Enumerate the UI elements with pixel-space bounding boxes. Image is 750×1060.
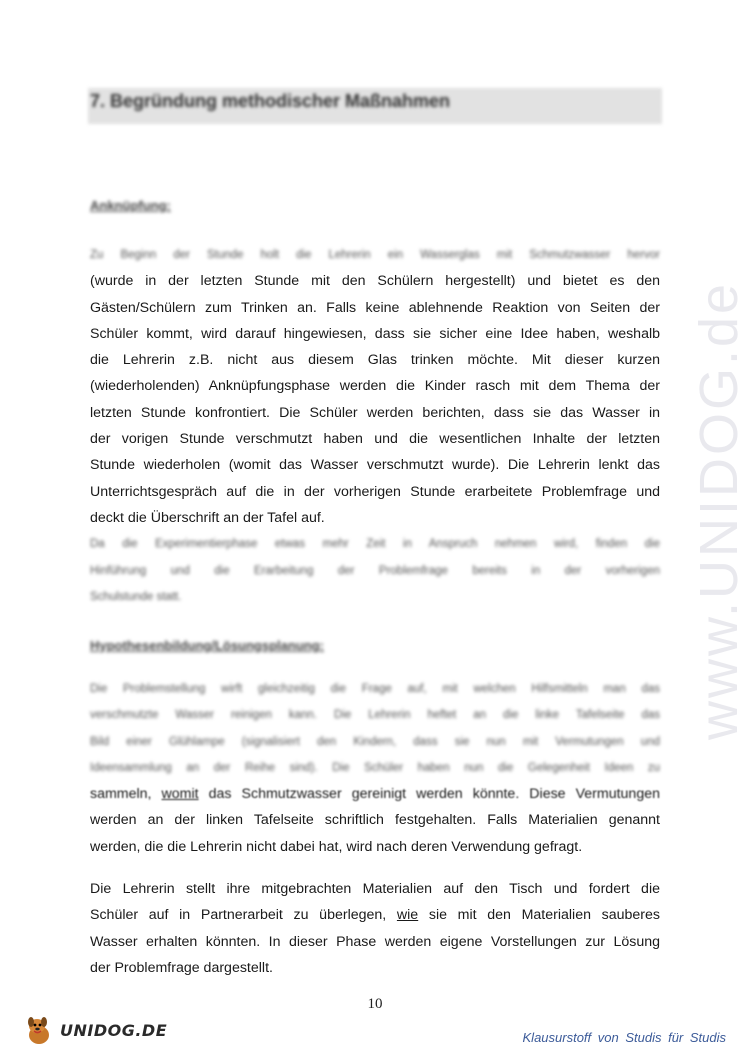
section-title-anknuepfung: Anknüpfung: (90, 198, 171, 213)
text-line: Unterrichtsgespräch auf die in der vorherigen Stunde erarbeitete Problemfrage und (90, 483, 660, 500)
blurred-line: Schulstunde statt. (90, 590, 182, 603)
paragraph-hypothesenbildung (90, 676, 660, 860)
logo-text: UNIDOG.DE (60, 1020, 168, 1040)
partial-blurred-line: sammeln, womit das Schmutzwasser gereinigt werden könnte. Diese Vermutungen (90, 786, 660, 803)
page-number: 10 (367, 996, 383, 1012)
paragraph-materialien (90, 876, 660, 981)
text-line: Wasser erhalten könnten. In dieser Phase werden eigene Vorstellungen zur Lösung (90, 933, 660, 950)
text-line: Die Lehrerin stellt ihre mitgebrachten Materialien auf den Tisch und fordert die (90, 881, 660, 897)
text-line: der Problemfrage dargestellt. (90, 959, 273, 976)
dog-icon (22, 1013, 56, 1047)
text-line: Schüler auf in Partnerarbeit zu überlegen, wie sie mit den Materialien sauberes (90, 907, 660, 924)
text-line: der vorigen Stunde verschmutzt haben und die wesentlichen Inhalte der letzten (90, 431, 660, 448)
blurred-line: Hinführung und die Erarbeitung der Problemfrage bereits in der vorherigen (90, 564, 660, 577)
text-line: Stunde wiederholen (womit das Wasser verschmutzt wurde). Die Lehrerin lenkt das (90, 457, 660, 474)
section-title-hypothesenbildung: Hypothesenbildung/Lösungsplanung: (90, 638, 324, 653)
blurred-line: Zu Beginn der Stunde holt die Lehrerin ein Wasserglas mit Schmutzwasser hervor (90, 249, 660, 261)
footer-tagline: Klausurstoff von Studis für Studis (522, 1030, 726, 1045)
blurred-line: Bild einer Glühlampe (signalisiert den Kindern, dass sie nun mit Vermutungen und (90, 735, 660, 748)
blurred-line: Da die Experimentierphase etwas mehr Zeit in Anspruch nehmen wird, finden die (90, 538, 660, 551)
text-line: (wiederholenden) Anknüpfungsphase werden die Kinder rasch mit dem Thema der (90, 378, 660, 395)
watermark: www.UNIDOG.de (689, 280, 749, 740)
blurred-line: verschmutzte Wasser reinigen kann. Die Lehrerin heftet an die linke Tafelseite das (90, 709, 660, 722)
paragraph-anknuepfung (90, 242, 660, 610)
text-line: werden, die die Lehrerin nicht dabei hat, wird nach deren Verwendung gefragt. (90, 838, 583, 855)
blurred-line: Die Problemstellung wirft gleichzeitig die Frage auf, mit welchen Hilfsmitteln man das (90, 683, 660, 695)
text-line: werden an der linken Tafelseite schriftlich festgehalten. Falls Materialien genannt (90, 812, 660, 829)
unidog-logo (22, 1012, 167, 1048)
blurred-line: Ideensammlung an der Reihe sind). Die Schüler haben nun die Gelegenheit Ideen zu (90, 761, 660, 774)
section-heading: 7. Begründung methodischer Maßnahmen (90, 91, 451, 111)
text-line: Schüler kommt, wird darauf hingewiesen, dass sie sicher eine Idee haben, weshalb (90, 325, 660, 342)
text-line: die Lehrerin z.B. nicht aus diesem Glas trinken möchte. Mit dieser kurzen (90, 352, 660, 369)
text-line: deckt die Überschrift an der Tafel auf. (90, 509, 325, 526)
text-line: (wurde in der letzten Stunde mit den Schülern hergestellt) und bietet es den (90, 273, 660, 290)
text-line: letzten Stunde konfrontiert. Die Schüler werden berichten, dass sie das Wasser in (90, 404, 660, 421)
text-line: Gästen/Schülern zum Trinken an. Falls keine ablehnende Reaktion von Seiten der (90, 299, 660, 316)
